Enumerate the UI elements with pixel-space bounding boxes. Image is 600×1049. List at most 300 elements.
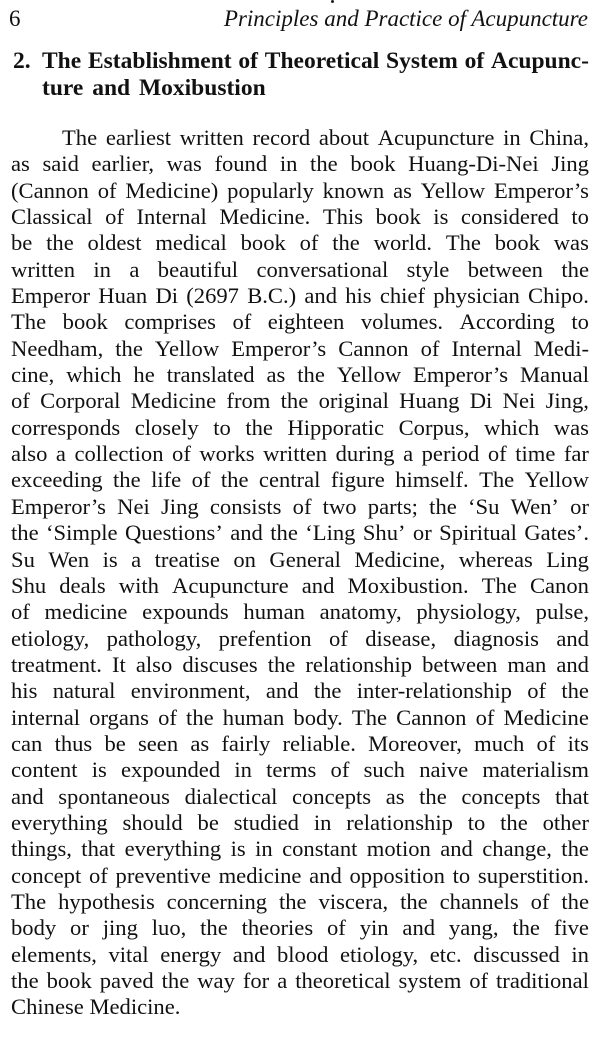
word: of [420,335,440,361]
word: the [297,362,325,388]
text-line-words [11,467,589,493]
word: which [484,414,540,440]
text-line-words [11,336,589,362]
word: collection [74,441,164,467]
text-line-words [11,230,589,256]
word: a [277,968,288,993]
word: the [11,520,39,546]
word: inter-relationship [356,678,512,704]
section-heading [13,48,589,102]
word: internal [11,704,81,730]
word: theories [241,915,314,941]
word: Ling [546,546,589,572]
word: his [11,678,38,704]
word: earlier, [91,151,154,177]
word: opposition [349,862,445,888]
text-line-words [11,915,589,941]
word: considered [460,204,559,230]
word: channels [439,888,519,914]
word: reliable. [282,730,356,756]
word: also [135,651,173,677]
word: and [440,836,473,862]
word: expounded [121,757,221,783]
word: motion [366,836,431,862]
text-line [11,705,589,731]
word: Su [11,546,35,572]
text-line [11,942,589,968]
text-line-words [11,705,589,731]
text-line-words [11,942,589,968]
word: beautiful [157,256,239,282]
text-line-words [11,494,589,520]
word: Jing [551,151,589,177]
word: Internal [451,335,522,361]
word: Establishment [87,48,232,74]
word: Nei [117,493,150,519]
word: of [475,704,495,730]
text-line-words [11,757,589,783]
word: for [242,968,270,993]
word: in [93,256,111,282]
section-title-line-1-text [42,48,589,75]
page-number: 6 [9,6,21,31]
word: organs [89,704,149,730]
word: Acupuncture [172,572,289,598]
running-head [0,0,600,40]
word: Medicine [130,388,217,414]
word: he [133,362,155,388]
word: General [269,546,341,572]
word: the [310,151,338,177]
word: or [70,915,89,941]
word: book [375,204,421,230]
word: of [328,625,348,651]
word: Di [469,388,493,414]
word: Wen’ [510,493,559,519]
word: the [278,888,307,914]
text-line [11,388,589,414]
word: The [11,888,47,914]
word: treatise [154,546,220,572]
text-line [11,309,589,335]
word: conversational [256,256,389,282]
word: book [46,968,92,993]
word: in [279,151,298,177]
word: is [102,546,118,572]
word: of [97,177,117,203]
text-line-words [11,362,589,388]
text-line-words [11,283,589,309]
word: whereas [458,546,533,572]
word: content [11,757,78,783]
word: The [445,230,481,256]
word: Chipo. [528,283,589,309]
word: with [118,572,159,598]
word: style [406,256,450,282]
word: etiology, [11,625,90,651]
word: Huang-Di-Nei [408,151,539,177]
word: of [536,730,556,756]
word: things, [11,836,72,862]
word: concerning [166,888,268,914]
word: in [255,836,273,862]
word: the [561,678,589,704]
word: of [191,467,211,493]
word: pathology, [106,625,202,651]
word: ‘Ling [305,520,356,546]
word: Canon [529,572,589,598]
word: materialism [482,757,589,783]
word: works [199,441,255,467]
word: of [469,968,489,993]
word: Wen [48,546,90,572]
word: Questions’ [124,520,223,546]
word: human [243,599,305,625]
text-line-words [11,388,589,414]
text-line [11,204,589,230]
word: and [556,625,589,651]
word: time [515,441,556,467]
word: its [567,730,589,756]
word: Huang [399,388,460,414]
word: the [267,651,296,677]
word: central [258,467,321,493]
word: Yellow [420,177,486,203]
word: translated [166,362,255,388]
word: of [172,441,191,467]
word: chief [379,283,425,309]
word: of [527,678,547,704]
word: everything [124,836,222,862]
word: the [429,493,457,519]
word: ‘Simple [46,520,118,546]
word: Di [155,283,179,309]
word: as [385,783,405,809]
word: Yellow [524,467,589,493]
word: two [322,493,357,519]
text-line [11,230,589,256]
word: Emperor’s [11,493,106,519]
word: the [200,915,228,941]
text-line-words [11,626,589,652]
section-title-line-1 [42,48,589,75]
text-line-words [11,151,589,177]
word: original [318,388,389,414]
word: or [570,493,589,519]
word: of [105,204,124,230]
word: that [555,783,589,809]
word: in [503,125,521,150]
word: to [467,809,486,835]
text-line [11,836,589,862]
word: closely [134,414,199,440]
word: cine, [11,362,55,388]
word: man [507,651,547,677]
word: earliest [105,125,172,150]
text-line-words [11,810,589,836]
text-line [11,810,589,836]
word: volumes. [360,309,444,335]
word: and [556,651,589,677]
word: written [263,441,328,467]
text-line [11,863,589,889]
text-line-words [11,257,589,283]
word: and [265,678,299,704]
word: figure [330,467,385,493]
word: in [571,941,589,967]
text-line-words [11,599,589,625]
text-line-words [11,836,589,862]
word: treatment. [11,651,102,677]
word: terms [266,757,317,783]
word: said [42,151,79,177]
word: (2697 [186,283,239,309]
word: Nei [502,388,536,414]
text-line [11,415,589,441]
word: relationship [305,651,413,677]
text-line [11,257,589,283]
word: book [240,230,286,256]
word: of [464,48,485,74]
word: Moxibustion. [347,572,469,598]
text-line [11,467,589,493]
word: which [66,362,122,388]
text-line [11,336,589,362]
word: human [222,704,285,730]
word: to [571,309,589,335]
word: the [332,230,360,256]
word: anatomy, [319,599,402,625]
scan-speck [331,0,334,3]
word: B.C.) [247,283,297,309]
running-title: Principles and Practice of Acupuncture [223,6,588,31]
word: of [292,493,312,519]
word: dialectical [184,783,278,809]
word: to [452,862,471,888]
word: or [412,520,432,546]
word: and [232,941,266,967]
word: the [400,888,428,914]
word: body [11,915,57,941]
word: of [299,230,319,256]
word: life [151,467,182,493]
word: expounds [142,599,229,625]
word: luo, [151,915,187,941]
word: The [62,125,98,150]
word: Medicine, [354,546,446,572]
word: yang, [448,915,499,941]
word: discussed [473,941,560,967]
word: Spiritual [439,520,517,546]
word: medical [155,230,227,256]
word: etc. [429,941,462,967]
word: Emperor’s [493,177,589,203]
text-line-words [11,784,589,810]
text-line-words [11,309,589,335]
word: eighteen [267,309,345,335]
text-line-words [11,520,589,546]
word: the [245,414,273,440]
word: energy [160,941,222,967]
word: prefention [218,625,312,651]
word: to [213,414,231,440]
text-line [11,441,589,467]
word: popularly [227,177,314,203]
word: of [530,888,550,914]
text-line-words [11,731,589,757]
text-line [11,494,589,520]
word: about [318,125,370,150]
text-line-words [11,863,589,889]
word: the [115,335,143,361]
word: physician [433,283,520,309]
text-line-words [11,678,589,704]
word: This [322,204,364,230]
word: Yellow [336,362,402,388]
word: such [363,757,405,783]
word: period [421,441,480,467]
text-line-words [11,652,589,678]
text-line [11,151,589,177]
word: System [386,48,458,74]
word: Manual [519,362,589,388]
word: his [345,283,372,309]
word: other [542,809,589,835]
word: Classical [11,204,93,230]
text-line [11,362,589,388]
word: The [481,572,517,598]
word: studied [233,809,299,835]
word: hypothesis [58,888,155,914]
word: Acupuncture [377,125,495,150]
word: and [402,915,436,941]
word: Emperor [11,283,91,309]
word: concept [11,862,82,888]
word: China, [529,125,589,150]
word: and [304,283,337,309]
word: Emperor’s [413,362,508,388]
word: book [350,151,396,177]
word: written [179,125,244,150]
text-line [11,731,589,757]
word: the [270,520,298,546]
word: of [330,757,350,783]
word: be [197,809,219,835]
word: can [11,730,43,756]
word: The [11,309,47,335]
word: found [214,151,268,177]
word: the [561,836,589,862]
text-line [11,784,589,810]
text-line [11,599,589,625]
text-line: Chinese Medicine. [11,994,181,1020]
word: and [230,520,263,546]
text-line [11,125,589,151]
word: pulse, [535,599,589,625]
text-line [11,678,589,704]
word: exceeding [11,467,103,493]
word: preventive [115,862,211,888]
word: a [131,546,142,572]
word: Jing, [545,388,589,414]
word: paved [99,968,154,993]
word: Theoretical [264,48,380,74]
word: of [238,48,258,74]
word: that [81,836,116,862]
word: of [11,388,30,414]
word: is [230,836,246,862]
word: should [122,809,183,835]
word: of [232,309,252,335]
word: is [433,204,449,230]
word: traditional [496,968,589,993]
word: everything [11,809,108,835]
word: spontaneous [58,783,170,809]
text-line [11,889,589,915]
text-line-words [11,441,589,467]
word: environment, [130,678,251,704]
word: the [46,230,74,256]
word: record [252,125,311,150]
word: the [186,704,214,730]
word: oldest [87,230,142,256]
word: the [512,915,540,941]
word: the [113,467,141,493]
word: Yellow [154,335,220,361]
word: body. [293,704,343,730]
word: jing [102,915,138,941]
word: viscera, [318,888,389,914]
word: Cannon [338,335,409,361]
word: Cannon [396,704,467,730]
word: elements, [11,941,97,967]
word: the [561,256,589,282]
word: disease, [365,625,437,651]
word: book [494,230,540,256]
word: superstition. [477,862,589,888]
word: be [11,230,33,256]
word: change, [482,836,552,862]
word: Medi- [533,335,589,361]
word: on [233,546,256,572]
text-line-words [11,415,589,441]
text-line [11,757,589,783]
text-line [11,968,589,994]
text-line-words [11,968,589,994]
word: book [62,309,108,335]
text-line [11,915,589,941]
word: Shu [11,572,47,598]
word: of [327,915,346,941]
text-line [11,626,589,652]
word: The [351,704,388,730]
word: world. [373,230,433,256]
section-number: 2. [13,48,31,74]
word: naive [419,757,469,783]
word: (Cannon [11,177,89,203]
word: thus [54,730,93,756]
word: Internal [136,204,207,230]
word: medicine [44,599,128,625]
word: was [166,151,202,177]
word: as [11,151,30,177]
word: much [474,730,525,756]
word: way [197,968,235,993]
word: comprises [124,309,216,335]
word: the [161,968,190,993]
text-line-words [62,125,589,151]
word: and [309,862,342,888]
